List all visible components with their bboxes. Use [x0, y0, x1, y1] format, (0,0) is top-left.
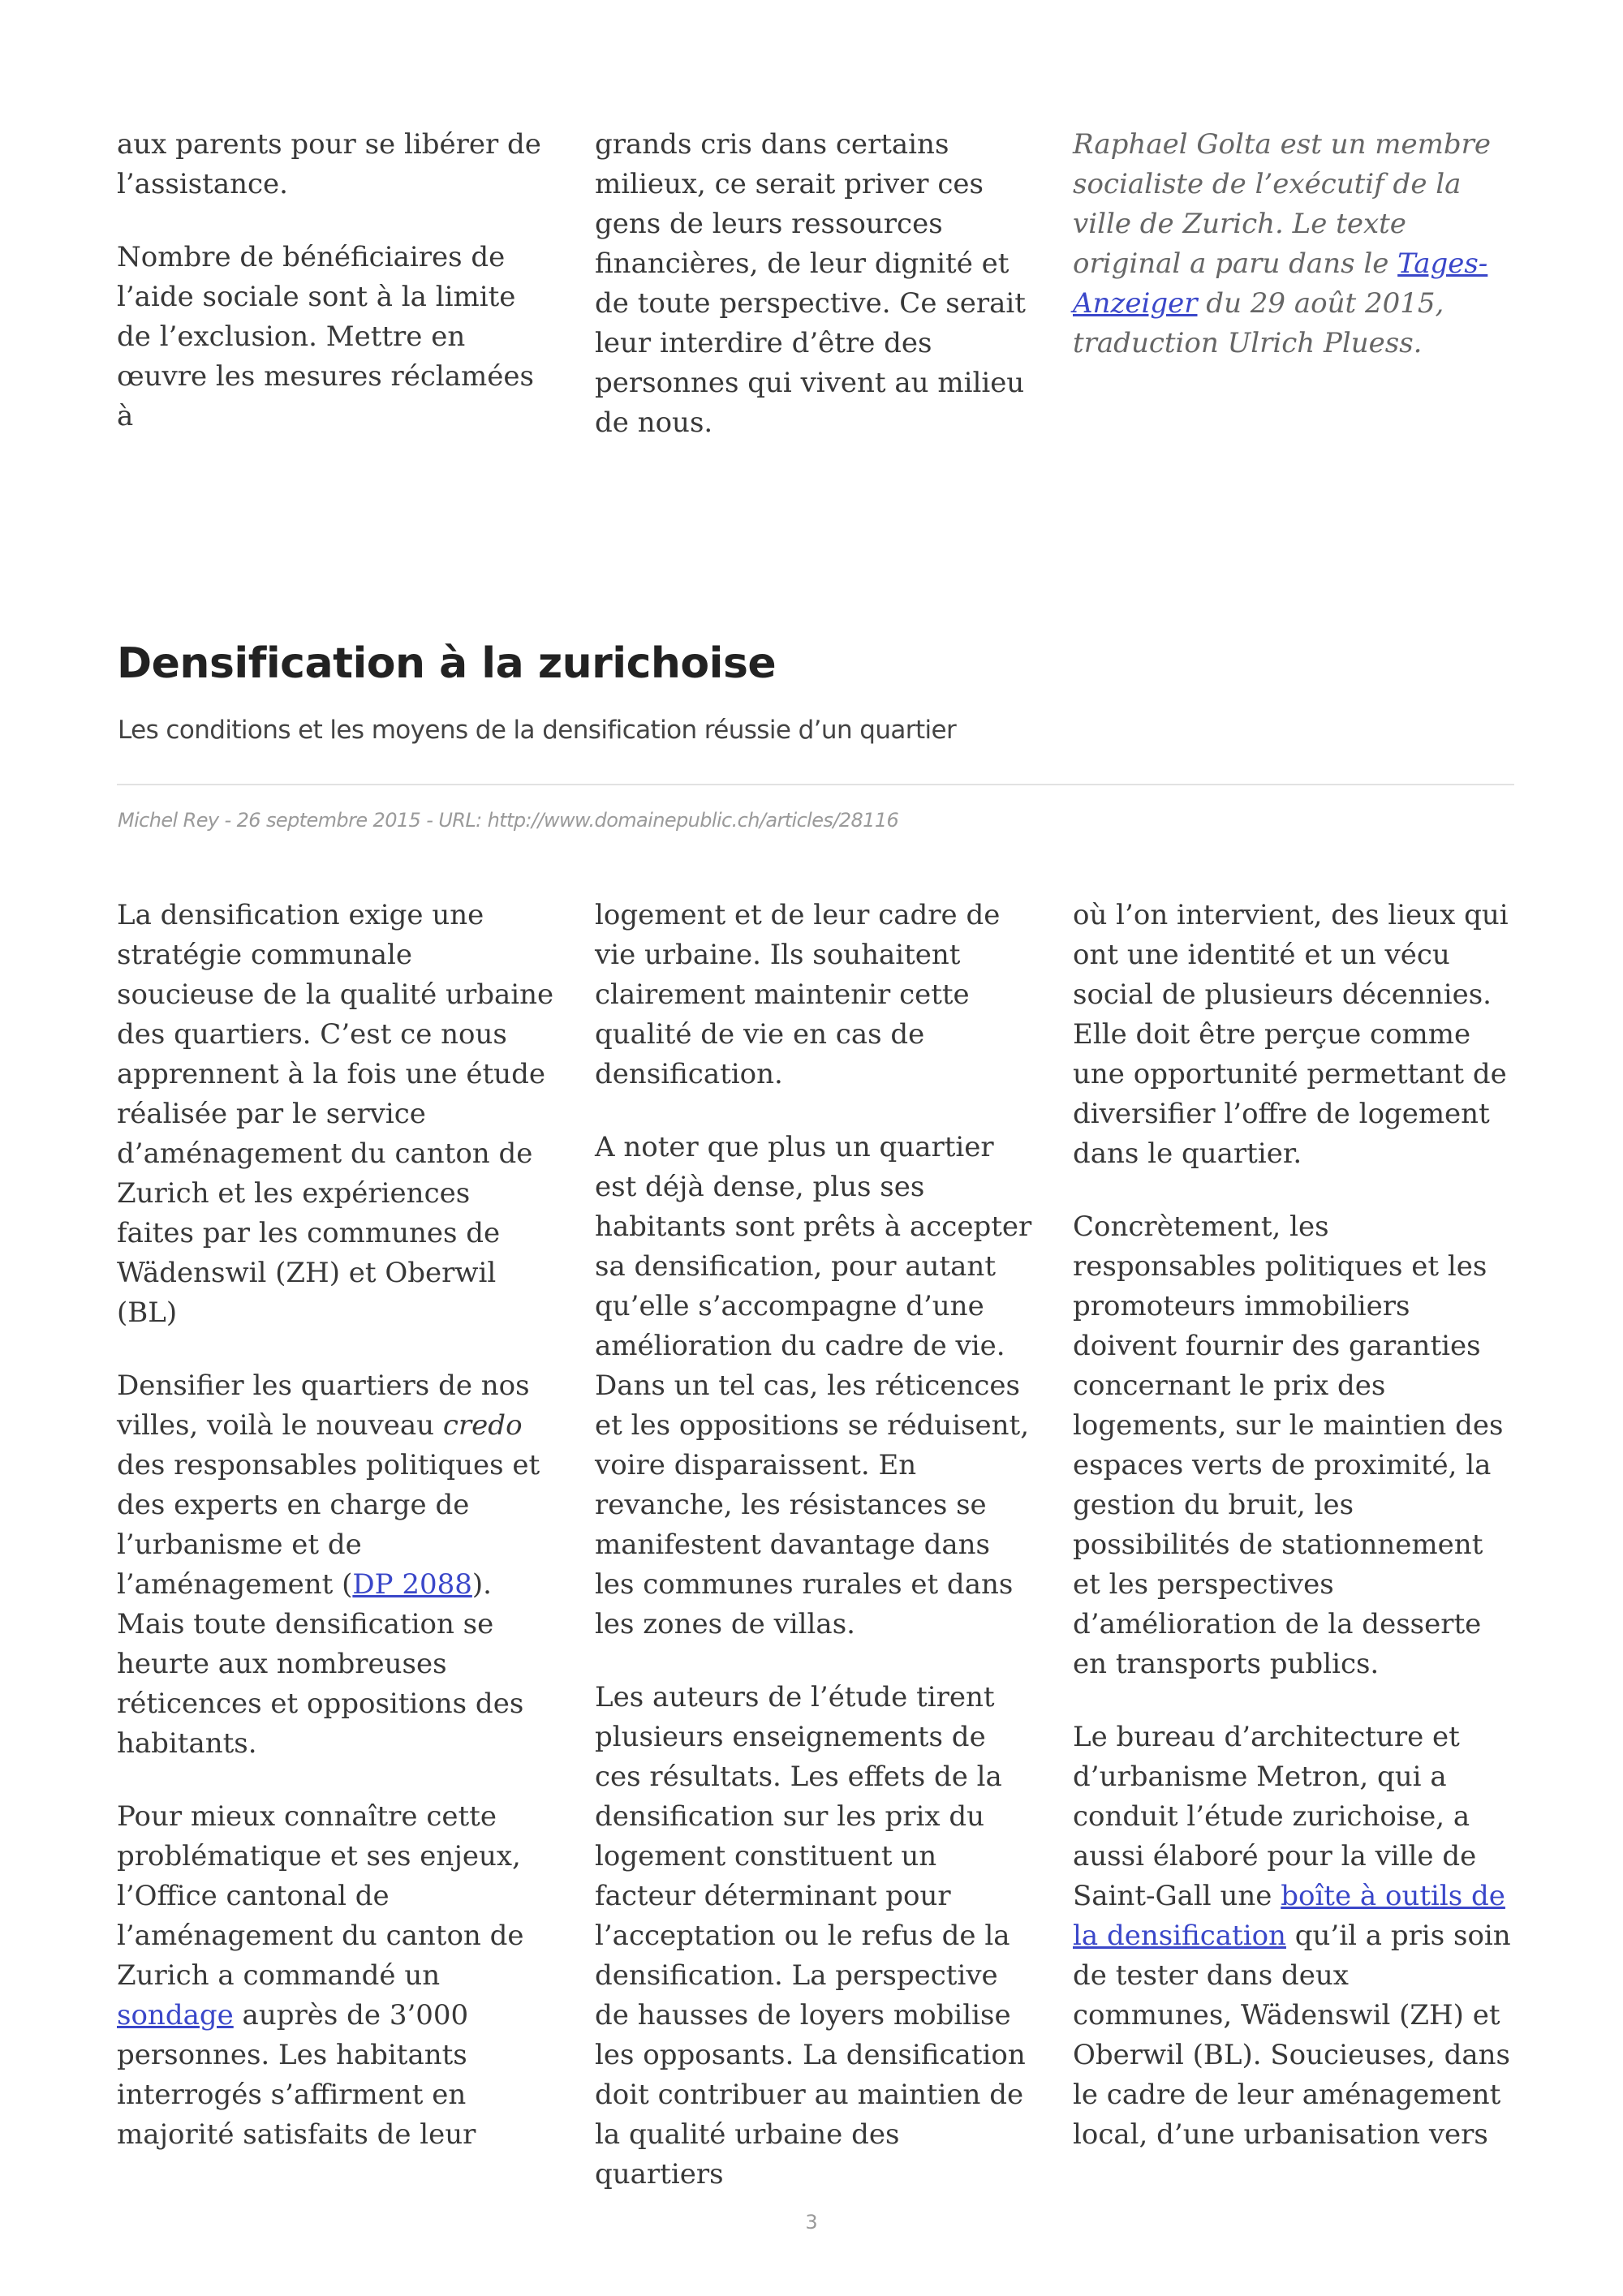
text: ). Mais toute densification se heurte aux nombreuses réticences et oppositions des habitants. [117, 1568, 524, 1760]
note-text: du 29 août 2015, traduction Ulrich Pluess. [1073, 287, 1444, 359]
paragraph [117, 1797, 555, 2155]
tages-anzeiger-link[interactable]: Tages-Anzeiger [1073, 247, 1488, 320]
dp-2088-link[interactable]: DP 2088 [352, 1568, 472, 1601]
paragraph: Les auteurs de l’étude tirent plusieurs enseignements de ces résultats. Les effets de la densification sur les prix du logement constituent un facteur déterminant pour l’acceptation ou le refus de la densification. La perspective de hausses de loyers mobilise les opposants. La densification doit contribuer au maintien de la qualité urbaine des quartiers [595, 1681, 1026, 2191]
text: Pour mieux connaître cette problématique et ses enjeux, l’Office cantonal de l’aménagement du canton de Zurich a commandé un [117, 1800, 524, 1992]
prev-article-column-1 [117, 125, 555, 436]
paragraph: où l’on intervient, des lieux qui ont une identité et un vécu social de plusieurs décennies. Elle doit être perçue comme une opportunité permettant de diversifier l’offre de logement dans le quartier. [1073, 899, 1509, 1170]
paragraph: Nombre de bénéficiaires de l’aide sociale sont à la limite de l’exclusion. Mettre en œuvre les mesures réclamées à [117, 241, 534, 432]
paragraph: La densification exige une stratégie communale soucieuse de la qualité urbaine des quartiers. C’est ce nous apprennent à la fois une étude réalisée par le service d’aménagement du canton de Zurich et les expériences faites par les communes de Wädenswil (ZH) et Oberwil (BL) [117, 899, 554, 1329]
paragraph [117, 1366, 555, 1764]
text: des responsables politiques et des experts en charge de l’urbanisme et de l’aménagement ( [117, 1449, 540, 1601]
article-column-3 [1073, 896, 1511, 2155]
text: auprès de 3’000 personnes. Les habitants interrogés s’affirment en majorité satisfaits de leur [117, 1999, 476, 2151]
article-meta: Michel Rey - 26 septembre 2015 - URL: http://www.domainepublic.ch/articles/28116 [118, 809, 899, 832]
text: Le bureau d’architecture et d’urbanisme Metron, qui a conduit l’étude zurichoise, a aussi élaboré pour la ville de Saint-Gall une [1073, 1721, 1477, 1912]
prev-article-column-2 [595, 125, 1033, 443]
text: qu’il a pris soin de tester dans deux communes, Wädenswil (ZH) et Oberwil (BL). Soucieuses, dans le cadre de leur aménagement local, d’une urbanisation vers [1073, 1920, 1511, 2151]
paragraph: aux parents pour se libérer de l’assistance. [117, 128, 541, 200]
page-number: 3 [805, 2211, 818, 2234]
sondage-link[interactable]: sondage [117, 1999, 234, 2032]
article-title: Densification à la zurichoise [117, 639, 777, 688]
prev-article-author-note [1073, 125, 1511, 363]
text: Densifier les quartiers de nos villes, voilà le nouveau [117, 1369, 530, 1442]
paragraph: grands cris dans certains milieux, ce serait priver ces gens de leurs ressources financières, de leur dignité et de toute perspective. Ce serait leur interdire d’être des personnes qui vivent au milieu de nous. [595, 128, 1026, 439]
paragraph: logement et de leur cadre de vie urbaine. Ils souhaitent clairement maintenir cette qualité de vie en cas de densification. [595, 899, 1001, 1090]
article-column-1 [117, 896, 555, 2155]
paragraph: A noter que plus un quartier est déjà dense, plus ses habitants sont prêts à accepter sa densification, pour autant qu’elle s’accompagne d’une amélioration du cadre de vie. Dans un tel cas, les réticences et les oppositions se réduisent, voire disparaissent. En revanche, les résistances se manifestent davantage dans les communes rurales et dans les zones de villas. [595, 1131, 1032, 1640]
densification-toolbox-link[interactable]: boîte à outils de la densification [1073, 1880, 1505, 1952]
paragraph [1073, 1718, 1511, 2155]
divider [117, 784, 1514, 785]
author-note [1073, 125, 1511, 363]
paragraph: Concrètement, les responsables politiques et les promoteurs immobiliers doivent fournir des garanties concernant le prix des logements, sur le maintien des espaces verts de proximité, la gestion du bruit, les possibilités de stationnement et les perspectives d’amélioration de la desserte en transports publics. [1073, 1210, 1504, 1680]
article-subtitle: Les conditions et les moyens de la densification réussie d’un quartier [118, 716, 957, 745]
note-text: Raphael Golta est un membre socialiste de l’exécutif de la ville de Zurich. Le texte original a paru dans le [1073, 128, 1492, 280]
article-column-2 [595, 896, 1033, 2195]
emphasis: credo [442, 1409, 523, 1442]
